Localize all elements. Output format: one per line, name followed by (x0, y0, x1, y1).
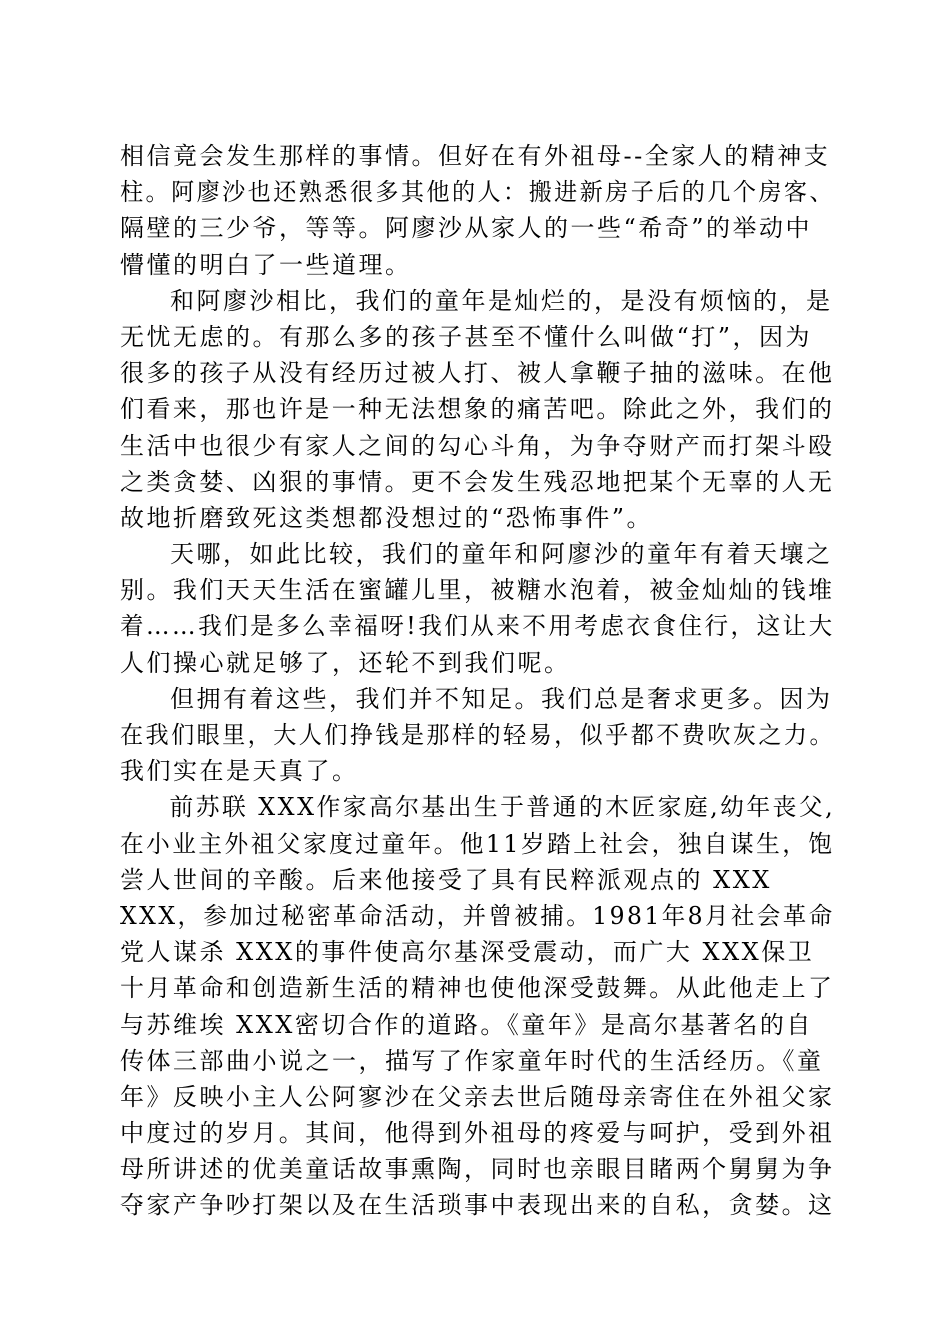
paragraph-first-line: 前苏联 XXX作家高尔基出生于普通的木匠家庭,幼年丧父, (169, 793, 836, 822)
text-line: 们看来，那也许是一种无法想象的痛苦吧。除此之外，我们的 (120, 395, 835, 424)
text-line: 与苏维埃 XXX密切合作的道路。《童年》是高尔基著名的自 (120, 1010, 813, 1039)
text-line: 很多的孩子从没有经历过被人打、被人拿鞭子抽的滋味。在他 (120, 359, 835, 388)
text-line: XXX，参加过秘密革命活动，并曾被捕。1981年8月社会革命 (120, 901, 835, 930)
text-line: 尝人世间的辛酸。后来他接受了具有民粹派观点的 XXX (120, 865, 772, 894)
text-line: 生活中也很少有家人之间的勾心斗角，为争夺财产而打架斗殴 (120, 431, 835, 460)
text-line: 柱。阿廖沙也还熟悉很多其他的人：搬进新房子后的几个房客、 (120, 178, 835, 207)
body-text (120, 138, 835, 1224)
paragraph-first-line: 但拥有着这些，我们并不知足。我们总是奢求更多。因为 (170, 684, 833, 713)
text-line: 在我们眼里，大人们挣钱是那样的轻易，似乎都不费吹灰之力。 (120, 721, 835, 749)
text-line: 之类贪婪、凶狠的事情。更不会发生残忍地把某个无辜的人无 (120, 467, 835, 496)
text-line: 中度过的岁月。其间，他得到外祖母的疼爱与呵护，受到外祖 (120, 1119, 835, 1148)
text-line: 相信竟会发生那样的事情。但好在有外祖母--全家人的精神支 (120, 142, 831, 170)
paragraph-first-line: 和阿廖沙相比，我们的童年是灿烂的，是没有烦恼的，是 (170, 286, 833, 315)
text-line: 党人谋杀 XXX的事件使高尔基深受震动，而广大 XXX保卫 (120, 938, 815, 967)
paragraph-first-line: 天哪，如此比较，我们的童年和阿廖沙的童年有着天壤之 (170, 540, 833, 569)
text-line: 母所讲述的优美童话故事熏陶，同时也亲眼目睹两个舅舅为争 (120, 1155, 835, 1184)
text-line: 我们实在是天真了。 (120, 757, 359, 786)
text-line: 在小业主外祖父家度过童年。他11岁踏上社会，独自谋生，饱 (120, 829, 835, 858)
text-line: 夺家产争吵打架以及在生活琐事中表现出来的自私，贪婪。这 (120, 1191, 835, 1220)
text-line: 懵懂的明白了一些道理。 (120, 250, 412, 279)
text-line: 故地折磨致死这类想都没想过的“恐怖事件”。 (120, 503, 654, 532)
text-line: 人们操心就足够了，还轮不到我们呢。 (120, 648, 571, 677)
text-line: 传体三部曲小说之一，描写了作家童年时代的生活经历。《童 (120, 1046, 824, 1075)
text-line: 年》反映小主人公阿寥沙在父亲去世后随母亲寄住在外祖父家 (120, 1082, 835, 1111)
text-line: 着……我们是多么幸福呀!我们从来不用考虑衣食住行，这让大 (120, 612, 835, 641)
text-line: 无忧无虑的。有那么多的孩子甚至不懂什么叫做“打”，因为 (120, 322, 813, 351)
text-line: 十月革命和创造新生活的精神也使他深受鼓舞。从此他走上了 (120, 974, 835, 1003)
text-line: 别。我们天天生活在蜜罐儿里，被糖水泡着，被金灿灿的钱堆 (120, 576, 835, 605)
text-line: 隔壁的三少爷，等等。阿廖沙从家人的一些“希奇”的举动中 (120, 214, 813, 243)
